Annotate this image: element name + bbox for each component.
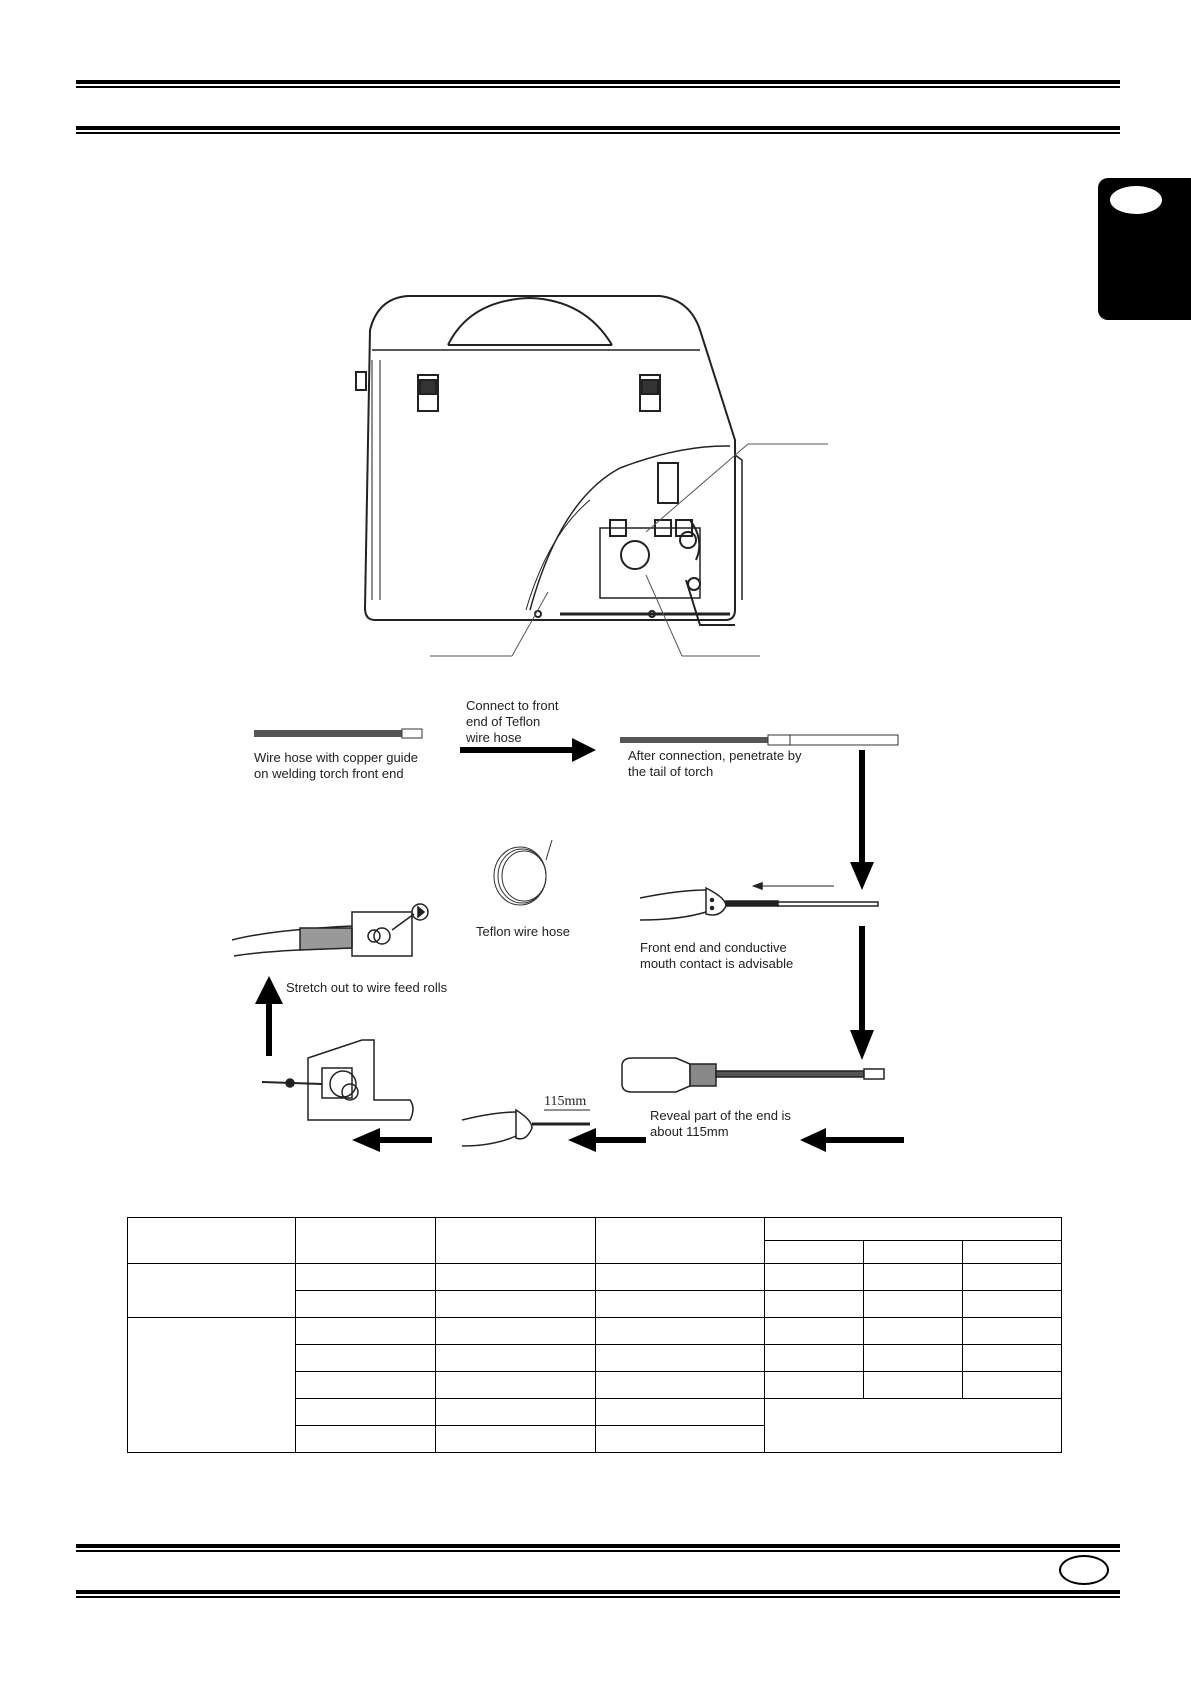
table-row bbox=[128, 1264, 1062, 1291]
teflon-coil-icon bbox=[494, 840, 552, 905]
footer-rule-top bbox=[76, 1544, 1120, 1554]
table-cell bbox=[296, 1372, 436, 1399]
step-connect-teflon-label: Connect to front end of Teflon wire hose bbox=[466, 698, 559, 745]
table-cell bbox=[596, 1291, 765, 1318]
table-cell bbox=[436, 1345, 596, 1372]
teflon-hose-label: Teflon wire hose bbox=[476, 924, 570, 939]
table-cell bbox=[296, 1426, 436, 1453]
table-cell bbox=[765, 1372, 864, 1399]
table-cell bbox=[963, 1345, 1062, 1372]
table-cell bbox=[963, 1264, 1062, 1291]
torch-tip-icon bbox=[640, 883, 878, 920]
table-cell bbox=[128, 1318, 296, 1453]
hose-with-copper-guide-icon bbox=[254, 729, 422, 738]
table-cell bbox=[596, 1318, 765, 1345]
table-cell bbox=[296, 1218, 436, 1264]
step-reveal-label: Reveal part of the end is about 115mm bbox=[650, 1108, 791, 1139]
table-cell bbox=[864, 1372, 963, 1399]
table-cell bbox=[765, 1291, 864, 1318]
table-cell bbox=[864, 1264, 963, 1291]
table-cell bbox=[128, 1218, 296, 1264]
table-cell bbox=[436, 1218, 596, 1264]
table-cell bbox=[436, 1399, 596, 1426]
feeder-plate-icon bbox=[262, 1040, 413, 1120]
step-copper-guide-label: Wire hose with copper guide on welding torch front end bbox=[254, 750, 419, 781]
table-cell bbox=[296, 1399, 436, 1426]
torch-with-hose-icon bbox=[622, 1058, 884, 1092]
step-contact-label: Front end and conductive mouth contact is advisable bbox=[640, 940, 794, 971]
table-cell bbox=[963, 1241, 1062, 1264]
table-cell bbox=[963, 1318, 1062, 1345]
table-cell bbox=[864, 1241, 963, 1264]
table-cell bbox=[296, 1264, 436, 1291]
page-number-oval bbox=[1059, 1555, 1109, 1585]
table-cell bbox=[128, 1264, 296, 1318]
table-cell bbox=[436, 1426, 596, 1453]
table-cell bbox=[296, 1345, 436, 1372]
measure-115mm-label: 115mm bbox=[544, 1094, 587, 1109]
table-cell bbox=[765, 1218, 1062, 1241]
callout-leaders bbox=[430, 444, 828, 656]
table-cell bbox=[596, 1264, 765, 1291]
table-cell bbox=[436, 1372, 596, 1399]
table-cell bbox=[596, 1399, 765, 1426]
table-cell bbox=[436, 1318, 596, 1345]
table-row bbox=[128, 1318, 1062, 1345]
table-cell bbox=[596, 1218, 765, 1264]
table-cell bbox=[765, 1241, 864, 1264]
table-cell bbox=[864, 1318, 963, 1345]
table-cell bbox=[963, 1291, 1062, 1318]
welder-machine-illustration bbox=[356, 296, 742, 625]
table-cell bbox=[436, 1291, 596, 1318]
table-cell bbox=[596, 1345, 765, 1372]
feed-rolls-icon bbox=[232, 904, 428, 956]
table-cell bbox=[765, 1264, 864, 1291]
table-cell bbox=[765, 1345, 864, 1372]
table-cell bbox=[596, 1372, 765, 1399]
connected-hose-icon bbox=[620, 735, 898, 745]
table-cell bbox=[864, 1291, 963, 1318]
table-cell bbox=[765, 1318, 864, 1345]
step-feed-rolls-label: Stretch out to wire feed rolls bbox=[286, 980, 448, 995]
table-cell bbox=[765, 1399, 1062, 1453]
table-cell bbox=[296, 1291, 436, 1318]
footer-rule-bottom bbox=[76, 1590, 1120, 1600]
table-cell bbox=[596, 1426, 765, 1453]
spec-table bbox=[127, 1217, 1062, 1453]
table-cell bbox=[296, 1318, 436, 1345]
table-cell bbox=[963, 1372, 1062, 1399]
step-penetrate-label: After connection, penetrate by the tail of torch bbox=[628, 748, 802, 779]
table-cell bbox=[864, 1345, 963, 1372]
table-cell bbox=[436, 1264, 596, 1291]
